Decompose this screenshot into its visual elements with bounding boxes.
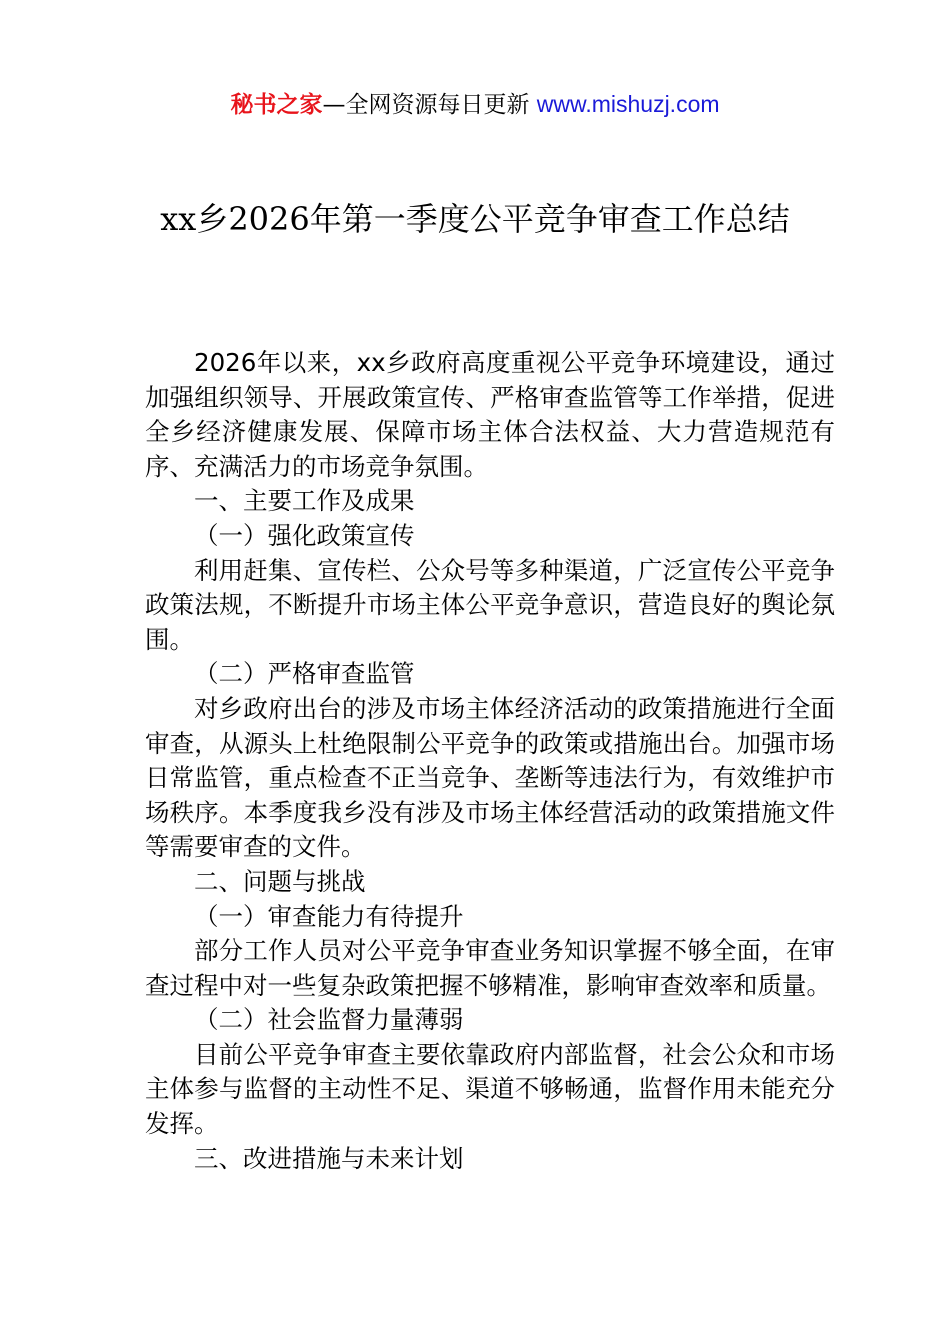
document-title: xx乡2026年第一季度公平竞争审查工作总结	[160, 200, 790, 238]
section-heading-1: 一、主要工作及成果	[194, 486, 415, 516]
subsection-heading-1-2: （二）严格审查监管	[194, 659, 415, 689]
paragraph-review-supervision: 对乡政府出台的涉及市场主体经济活动的政策措施进行全面审查，从源头上杜绝限制公平竞争的政策或措施出台。加强市场日常监管，重点检查不正当竞争、垄断等违法行为，有效维护市场秩序。本季度我乡没有涉及市场主体经营活动的政策措施文件等需要审查的文件。	[145, 693, 835, 862]
document-body	[145, 346, 835, 1176]
paragraph-social-supervision: 目前公平竞争审查主要依靠政府内部监督，社会公众和市场主体参与监督的主动性不足、渠道不够畅通，监督作用未能充分发挥。	[145, 1039, 835, 1139]
subsection-heading-2-1: （一）审查能力有待提升	[194, 901, 464, 931]
section-heading-3: 三、改进措施与未来计划	[194, 1143, 464, 1173]
subsection-heading-2-2: （二）社会监督力量薄弱	[194, 1005, 464, 1035]
site-brand: 秘书之家	[230, 92, 323, 118]
paragraph-intro: 2026年以来，xx乡政府高度重视公平竞争环境建设，通过加强组织领导、开展政策宣传、严格审查监管等工作举措，促进全乡经济健康发展、保障市场主体合法权益、大力营造规范有序、充满活力的市场竞争氛围。	[145, 348, 835, 481]
site-header	[0, 86, 950, 123]
site-url-link[interactable]: www.mishuzj.com	[536, 91, 720, 117]
paragraph-review-capacity: 部分工作人员对公平竞争审查业务知识掌握不够全面，在审查过程中对一些复杂政策把握不够精准，影响审查效率和质量。	[145, 936, 835, 1000]
subsection-heading-1-1: （一）强化政策宣传	[194, 520, 415, 550]
paragraph-policy-promotion: 利用赶集、宣传栏、公众号等多种渠道，广泛宣传公平竞争政策法规，不断提升市场主体公平竞争意识，营造良好的舆论氛围。	[145, 555, 835, 654]
site-tagline: —全网资源每日更新	[322, 92, 537, 118]
section-heading-2: 二、问题与挑战	[194, 866, 366, 896]
